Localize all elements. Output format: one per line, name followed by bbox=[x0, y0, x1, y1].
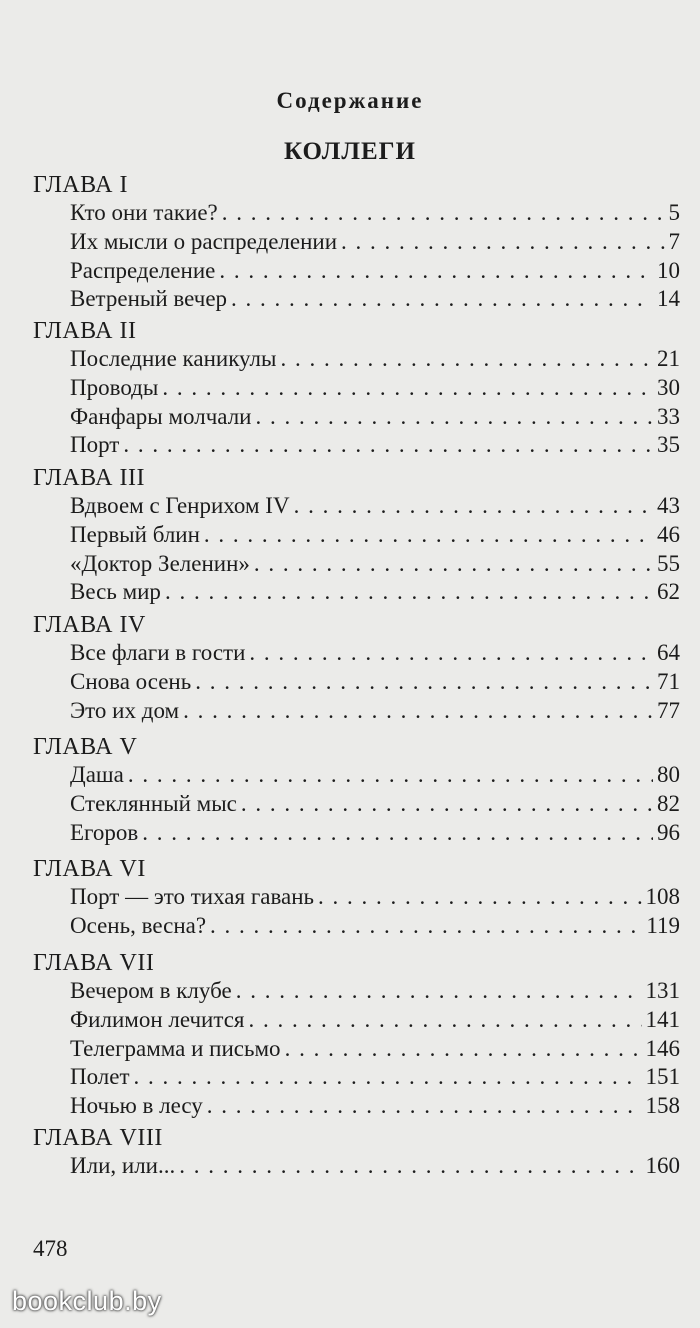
dot-leader bbox=[183, 699, 653, 724]
toc-entry bbox=[70, 373, 680, 401]
chapter-heading: ГЛАВА VI bbox=[33, 856, 146, 882]
toc-entry-page: 160 bbox=[645, 1153, 680, 1178]
toc-entry-title: Вдвоем с Генрихом IV bbox=[70, 493, 290, 518]
toc-entry bbox=[70, 284, 680, 312]
toc-entry-title: Полет bbox=[70, 1064, 130, 1090]
dot-leader bbox=[134, 1065, 642, 1090]
toc-entry-title: Осень, весна? bbox=[70, 912, 207, 938]
toc-entry-title: Егоров bbox=[70, 819, 139, 845]
toc-entry bbox=[70, 577, 680, 605]
toc-entry-title: Снова осень bbox=[70, 668, 192, 694]
toc-entry-title: Ветреный вечер bbox=[70, 286, 228, 312]
toc-entry-page: 33 bbox=[657, 403, 680, 429]
dot-leader bbox=[285, 1037, 642, 1062]
toc-entry-title: Порт bbox=[70, 432, 120, 458]
dot-leader bbox=[241, 792, 653, 817]
dot-leader bbox=[254, 552, 653, 577]
toc-entry-title: Даша bbox=[70, 762, 124, 787]
toc-entry-page: 151 bbox=[645, 1064, 680, 1090]
toc-entry bbox=[70, 667, 680, 695]
chapter-heading: ГЛАВА VIII bbox=[33, 1125, 163, 1151]
dot-leader bbox=[123, 433, 653, 458]
toc-entry-title: Или, или... bbox=[70, 1153, 176, 1178]
toc-entry-page: 62 bbox=[657, 579, 680, 605]
toc-entry-title: Телеграмма и письмо bbox=[70, 1035, 281, 1061]
toc-entry bbox=[70, 976, 680, 1004]
toc-entry bbox=[70, 549, 680, 577]
toc-entry-page: 108 bbox=[645, 884, 680, 909]
toc-entry-title: Проводы bbox=[70, 374, 159, 400]
toc-entry-title: Стеклянный мыс bbox=[70, 790, 237, 816]
contents-heading: Содержание bbox=[276, 88, 424, 113]
toc-entry bbox=[70, 402, 680, 430]
toc-entry bbox=[70, 1034, 680, 1062]
toc-entry-page: 7 bbox=[668, 228, 680, 254]
toc-entry-title: «Доктор Зеленин» bbox=[70, 550, 250, 576]
chapter-heading: ГЛАВА V bbox=[33, 734, 138, 760]
toc-entry-title: Кто они такие? bbox=[70, 200, 218, 225]
toc-entry-title: Весь мир bbox=[70, 579, 161, 605]
toc-entry-page: 77 bbox=[657, 697, 680, 723]
toc-entry-title: Их мысли о распределении bbox=[70, 228, 338, 254]
toc-entry-title: Порт — это тихая гавань bbox=[70, 884, 315, 909]
dot-leader bbox=[128, 763, 653, 788]
toc-entry-title: Первый блин bbox=[70, 521, 200, 547]
toc-entry-page: 80 bbox=[657, 762, 680, 787]
chapter-heading: ГЛАВА IV bbox=[33, 612, 146, 638]
toc-entry bbox=[70, 198, 680, 226]
toc-entry bbox=[70, 818, 680, 846]
toc-entry bbox=[70, 696, 680, 724]
toc-entry-title: Филимон лечится bbox=[70, 1006, 245, 1032]
toc-entry-title: Последние каникулы bbox=[70, 346, 277, 371]
toc-entry-page: 119 bbox=[646, 912, 680, 938]
toc-entry-page: 71 bbox=[657, 668, 680, 694]
dot-leader bbox=[219, 259, 653, 284]
dot-leader bbox=[162, 376, 653, 401]
toc-entry-page: 43 bbox=[657, 493, 680, 518]
part-title: КОЛЛЕГИ bbox=[284, 138, 416, 165]
chapter-heading: ГЛАВА II bbox=[33, 318, 137, 344]
toc-entry bbox=[70, 430, 680, 458]
toc-entry-page: 82 bbox=[657, 790, 680, 816]
toc-entry bbox=[70, 491, 680, 519]
dot-leader bbox=[207, 1094, 642, 1119]
dot-leader bbox=[249, 641, 653, 666]
toc-entry-title: Распределение bbox=[70, 257, 216, 283]
toc-entry bbox=[70, 789, 680, 817]
dot-leader bbox=[204, 523, 653, 548]
toc-entry-page: 64 bbox=[657, 640, 680, 665]
toc-entry bbox=[70, 1091, 680, 1119]
dot-leader bbox=[236, 979, 642, 1004]
toc-entry bbox=[70, 227, 680, 255]
toc-entry bbox=[70, 911, 680, 939]
dot-leader bbox=[210, 914, 642, 939]
dot-leader bbox=[318, 885, 641, 910]
dot-leader bbox=[294, 494, 653, 519]
toc-entry bbox=[70, 1151, 680, 1179]
dot-leader bbox=[142, 821, 653, 846]
toc-entry-page: 158 bbox=[645, 1093, 680, 1119]
dot-leader bbox=[179, 1154, 641, 1179]
toc-entry-title: Ночью в лесу bbox=[70, 1093, 203, 1119]
toc-entry bbox=[70, 638, 680, 666]
toc-entry-page: 14 bbox=[657, 286, 680, 312]
toc-entry-page: 5 bbox=[668, 200, 680, 225]
toc-entry bbox=[70, 520, 680, 548]
toc-entry bbox=[70, 256, 680, 284]
toc-entry-page: 96 bbox=[657, 819, 680, 845]
chapter-heading: ГЛАВА I bbox=[33, 172, 128, 198]
toc-entry-page: 55 bbox=[657, 550, 680, 576]
page-number: 478 bbox=[33, 1236, 68, 1261]
toc-entry-page: 46 bbox=[657, 521, 680, 547]
toc-entry-page: 141 bbox=[645, 1006, 680, 1032]
dot-leader bbox=[195, 670, 653, 695]
toc-entry-page: 35 bbox=[657, 432, 680, 458]
toc-entry bbox=[70, 1005, 680, 1033]
toc-entry-title: Все флаги в гости bbox=[70, 640, 246, 665]
dot-leader bbox=[222, 201, 665, 226]
dot-leader bbox=[341, 230, 664, 255]
toc-entry bbox=[70, 882, 680, 910]
dot-leader bbox=[256, 405, 654, 430]
toc-entry-page: 21 bbox=[657, 346, 680, 371]
toc-entry-title: Это их дом bbox=[70, 697, 180, 723]
toc-entry-title: Вечером в клубе bbox=[70, 978, 232, 1003]
chapter-heading: ГЛАВА VII bbox=[33, 950, 155, 976]
toc-entry-page: 10 bbox=[657, 257, 680, 283]
chapter-heading: ГЛАВА III bbox=[33, 465, 145, 491]
toc-entry bbox=[70, 1062, 680, 1090]
toc-entry-page: 131 bbox=[645, 978, 680, 1003]
toc-entry-title: Фанфары молчали bbox=[70, 403, 252, 429]
dot-leader bbox=[280, 347, 653, 372]
dot-leader bbox=[231, 287, 653, 312]
dot-leader bbox=[165, 580, 653, 605]
toc-entry bbox=[70, 760, 680, 788]
toc-entry-page: 30 bbox=[657, 374, 680, 400]
toc-entry-page: 146 bbox=[645, 1035, 680, 1061]
watermark: bookclub.by bbox=[12, 1286, 162, 1316]
toc-entry bbox=[70, 344, 680, 372]
dot-leader bbox=[249, 1008, 642, 1033]
